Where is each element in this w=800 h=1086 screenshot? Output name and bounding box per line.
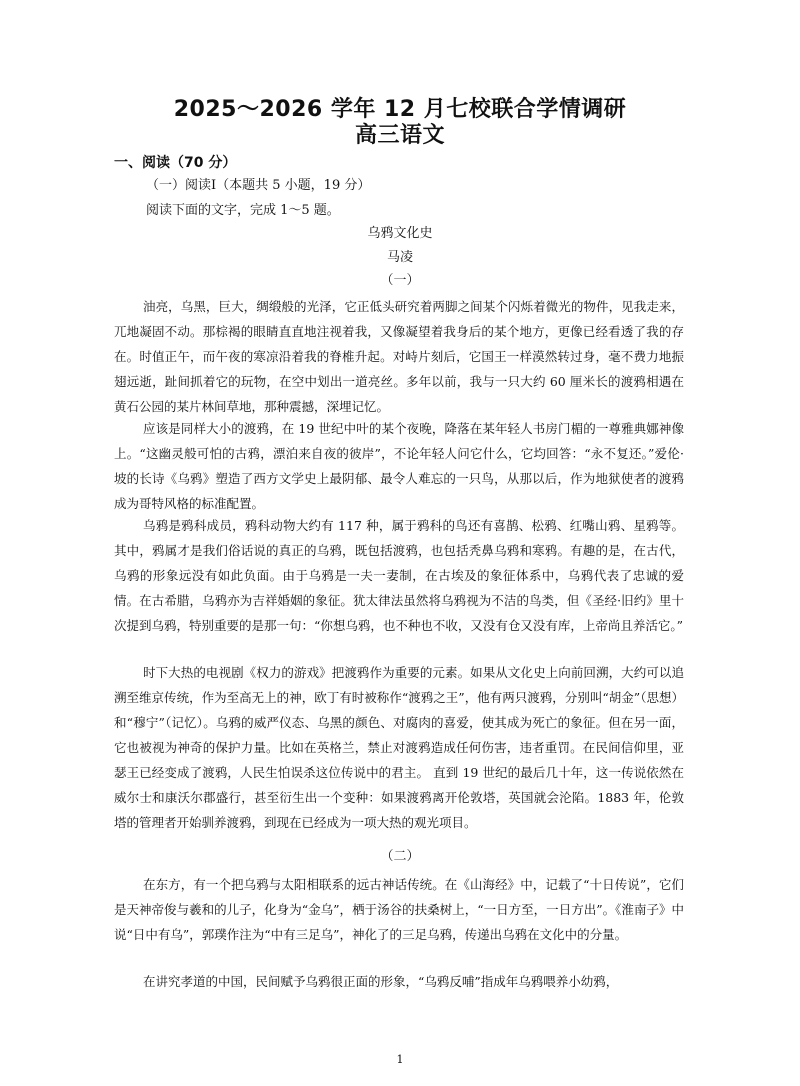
reading-instruction: 阅读下面的文字，完成 1～5 题。 — [146, 203, 340, 218]
part-two-label: （二） — [380, 849, 420, 864]
article-paragraph: 在讲究孝道的中国，民间赋予乌鸦很正面的形象，“乌鸦反哺”指成年乌鸦喂养小幼鸦， — [143, 974, 619, 989]
article-paragraph: 应该是同样大小的渡鸦，在 19 世纪中叶的某个夜晚，降落在某年轻人书房门楣的一尊雅典娜神像上。“这幽灵般可怕的古鸦，漂泊来自夜的彼岸”，不论年轻人问它什么，它均回答：“永不复还。”爱伦·坡的长诗《乌鸦》塑造了西方文学史上最阴郁、最令人难忘的一只鸟，从那以后，作为地狱使者的渡鸦成为哥特风格的标准配置。 — [114, 421, 684, 511]
exam-subject: 高三语文 — [354, 123, 445, 148]
article-title: 乌鸦文化史 — [367, 226, 433, 241]
subsection-heading: （一）阅读Ⅰ（本题共 5 小题，19 分） — [146, 178, 371, 193]
exam-title: 2025～2026 学年 12 月七校联合学情调研 — [173, 97, 627, 122]
page-number: 1 — [396, 1053, 404, 1066]
article-paragraph: 油亮，乌黑，巨大，绸缎般的光泽，它正低头研究着两脚之间某个闪烁着微光的物件，见我走来，兀地凝固不动。那棕褐的眼睛直直地注视着我，又像凝望着我身后的某个地方，更像已经看透了我的存在。时值正午，而午夜的寒凉沿着我的脊椎升起。对峙片刻后，它国王一样漠然转过身，毫不费力地振翅远逝，趾间抓着它的玩物，在空中划出一道亮丝。多年以前，我与一只大约 60 厘米长的渡鸦相遇在黄石公园的某片林间草地，那种震撼，深埋记忆。 — [114, 299, 684, 414]
article-author: 马凌 — [386, 250, 413, 265]
article-paragraph: 在东方，有一个把乌鸦与太阳相联系的远古神话传统。在《山海经》中，记载了“十日传说”，它们是天神帝俊与羲和的儿子，化身为“金乌”，栖于汤谷的扶桑树上，“一日方至，一日方出”。《淮南子》中说“日中有乌”，郭璞作注为“中有三足乌”，神化了的三足乌鸦，传递出乌鸦在文化中的分量。 — [114, 877, 684, 942]
section-heading: 一、阅读（70 分） — [114, 155, 237, 171]
article-paragraph: 时下大热的电视剧《权力的游戏》把渡鸦作为重要的元素。如果从文化史上向前回溯，大约可以追溯至维京传统，作为至高无上的神，欧丁有时被称作“渡鸦之王”，他有两只渡鸦，分别叫“胡金”（思想）和“穆宁”（记忆）。乌鸦的威严仪态、乌黑的颜色、对腐肉的喜爱，使其成为死亡的象征。但在另一面，它也被视为神奇的保护力量。比如在英格兰，禁止对渡鸦造成任何伤害，违者重罚。在民间信仰里，亚瑟王已经变成了渡鸦，人民生怕误杀这位传说中的君主。 直到 19 世纪的最后几十年，这一传说依然在威尔士和康沃尔郡盛行，甚至衍生出一个变种：如果渡鸦离开伦敦塔，英国就会沦陷。1883 年，伦敦塔的管理者开始驯养渡鸦，到现在已经成为一项大热的观光项目。 — [114, 665, 684, 830]
part-one-label: （一） — [380, 273, 420, 288]
article-paragraph: 乌鸦是鸦科成员，鸦科动物大约有 117 种，属于鸦科的鸟还有喜鹊、松鸦、红嘴山鸦、星鸦等。其中，鸦属才是我们俗话说的真正的乌鸦，既包括渡鸦，也包括秃鼻乌鸦和寒鸦。有趣的是，在古代，乌鸦的形象远没有如此负面。由于乌鸦是一夫一妻制，在古埃及的象征体系中，乌鸦代表了忠诚的爱情。在古希腊，乌鸦亦为吉祥婚姻的象征。犹太律法虽然将乌鸦视为不洁的鸟类，但《圣经·旧约》里十次提到乌鸦，特别重要的是那一句：“你想乌鸦，也不种也不收，又没有仓又没有库，上帝尚且养活它。” — [114, 518, 684, 633]
